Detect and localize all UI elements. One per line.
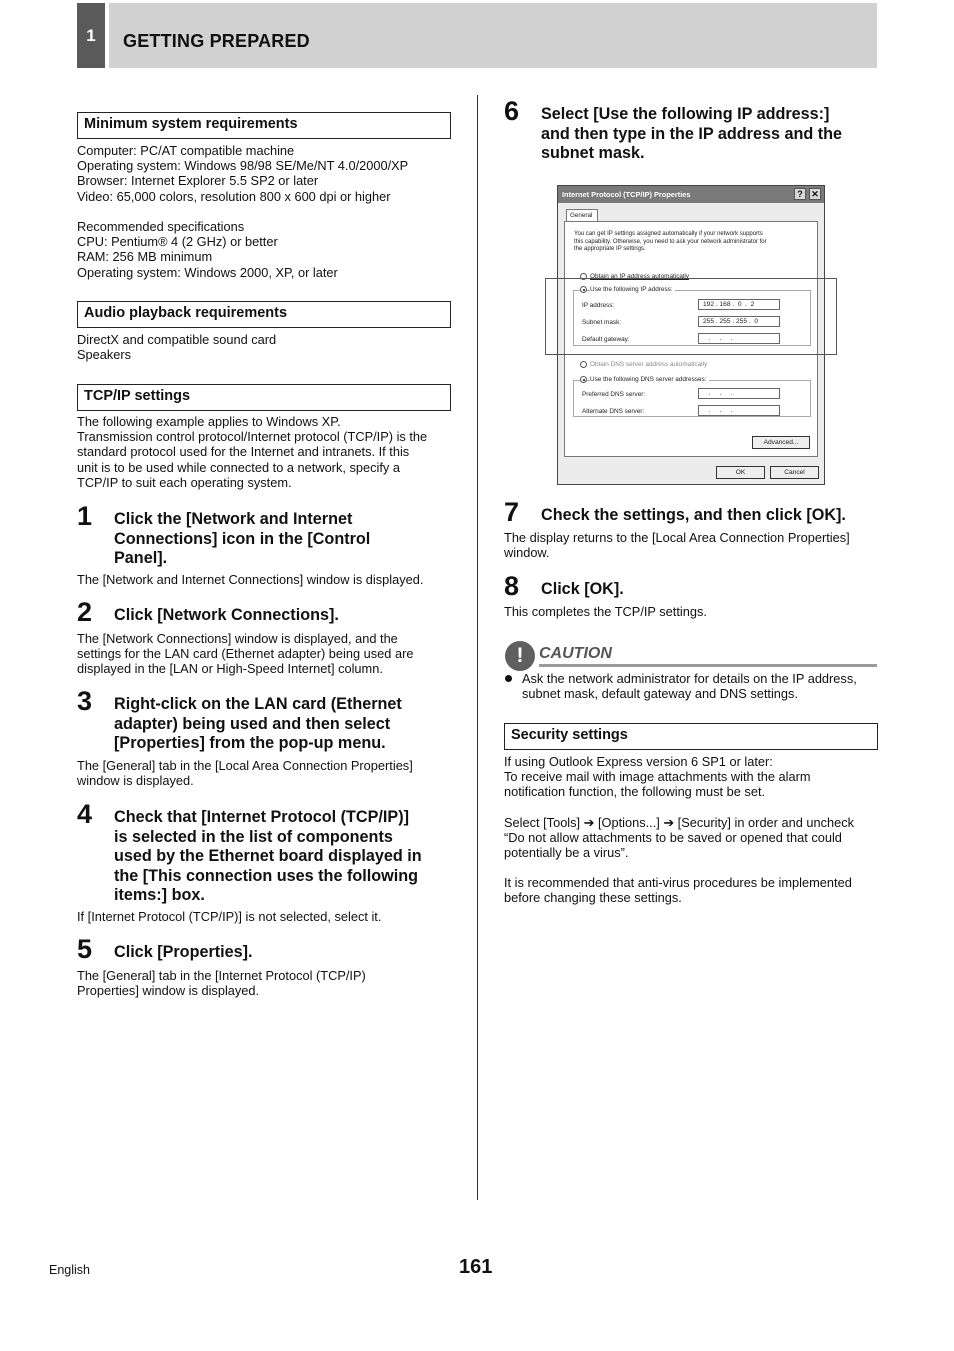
step-3-text: The [General] tab in the [Local Area Connection Properties] window is displayed. [77,758,413,789]
audio-heading: Audio playback requirements [77,301,451,328]
ip-settings-highlight [545,278,837,355]
preferred-dns-field[interactable]: . . . [698,388,780,399]
step-8-title: Click [OK]. [541,580,624,598]
step-4-number: 4 [77,799,93,829]
preferred-dns-label: Preferred DNS server: [582,391,646,398]
alternate-dns-label: Alternate DNS server: [582,408,645,415]
default-gateway-label: Default gateway: [582,336,630,343]
use-following-ip-label: Use the following IP address: [590,286,673,293]
step-3-number: 3 [77,686,93,716]
column-divider [477,95,478,1200]
alternate-dns-field[interactable]: . . . [698,405,780,416]
step-1-title: Click the [Network and Internet Connections] icon in the [Control Panel]. [114,510,371,567]
step-3-title: Right-click on the LAN card (Ethernet adapter) being used and then select [Properties] from the pop-up menu. [114,695,402,752]
step-1-number: 1 [77,501,93,531]
subnet-mask-label: Subnet mask: [582,319,622,326]
security-p2: Select [Tools] ➔ [Options...] ➔ [Security] in order and uncheck “Do not allow attachments to be saved or opened that could potentially be a virus”. [504,815,855,861]
tab-general[interactable]: General [566,209,598,221]
step-4-title: Check that [Internet Protocol (TCP/IP)] is selected in the list of components used by the Ethernet board displayed in the [This connection uses the following items:] box. [114,808,422,904]
step-5-number: 5 [77,934,93,964]
caution-text: Ask the network administrator for details on the IP address, subnet mask, default gateway and DNS settings. [522,671,857,702]
dialog-title-bar [558,186,824,203]
tcpip-text: The following example applies to Windows XP. Transmission control protocol/Internet protocol (TCP/IP) is the standard protocol used for the Internet and intranets. If this unit is to be used while connected to a network, specify a TCP/IP to suit each operating system. [77,414,428,490]
step-6-title: Select [Use the following IP address:] and then type in the IP address and the subnet mask. [541,105,843,162]
advanced-button[interactable]: Advanced... [752,436,810,449]
recommended-specs-text: Recommended specifications CPU: Pentium® 4 (2 GHz) or better RAM: 256 MB minimum Operating system: Windows 2000, XP, or later [77,219,338,280]
step-2-title: Click [Network Connections]. [114,606,339,624]
subnet-mask-field[interactable]: 255 . 255 . 255 . 0 [698,316,780,327]
step-8-number: 8 [504,571,520,601]
caution-rule [539,664,877,667]
min-sys-text: Computer: PC/AT compatible machine Operating system: Windows 98/98 SE/Me/NT 4.0/2000/XP Browser: Internet Explorer 5.5 SP2 or later Video: 65,000 colors, resolution 800 x 600 dpi or higher [77,143,409,204]
dialog-title: Internet Protocol (TCP/IP) Properties [562,190,691,199]
use-following-dns-radio[interactable] [580,376,587,383]
security-p1: If using Outlook Express version 6 SP1 or later: To receive mail with image attachments with the alarm notification function, the following must be set. [504,754,811,800]
close-icon[interactable]: ✕ [809,188,821,200]
step-7-title: Check the settings, and then click [OK]. [541,506,846,524]
default-gateway-field[interactable]: . . . [698,333,780,344]
security-p3: It is recommended that anti-virus procedures be implemented before changing these settings. [504,875,852,906]
obtain-ip-auto-label: Obtain an IP address automatically [590,273,689,280]
chapter-title: GETTING PREPARED [123,31,310,51]
caution-icon: ! [505,641,535,671]
step-5-title: Click [Properties]. [114,943,253,961]
footer-language: English [49,1263,90,1277]
step-1-text: The [Network and Internet Connections] window is displayed. [77,572,424,587]
ip-address-field[interactable]: 192 . 168 . 0 . 2 [698,299,780,310]
security-heading: Security settings [504,723,878,750]
chapter-number: 1 [77,3,105,68]
help-icon[interactable]: ? [794,188,806,200]
step-6-number: 6 [504,96,520,126]
step-5-text: The [General] tab in the [Internet Protocol (TCP/IP) Properties] window is displayed. [77,968,366,999]
step-4-text: If [Internet Protocol (TCP/IP)] is not selected, select it. [77,909,382,924]
step-7-text: The display returns to the [Local Area Connection Properties] window. [504,530,850,561]
obtain-dns-auto-radio[interactable] [580,361,587,368]
use-following-dns-label: Use the following DNS server addresses: [590,376,707,383]
min-sys-heading: Minimum system requirements [77,112,451,139]
caution-bullet [505,675,512,682]
tcpip-heading: TCP/IP settings [77,384,451,411]
step-7-number: 7 [504,497,520,527]
ip-address-label: IP address: [582,302,615,309]
cancel-button[interactable]: Cancel [770,466,819,479]
step-8-text: This completes the TCP/IP settings. [504,604,707,619]
audio-text: DirectX and compatible sound card Speakers [77,332,277,363]
ok-button[interactable]: OK [716,466,765,479]
step-2-number: 2 [77,597,93,627]
dialog-intro-text: You can get IP settings assigned automatically if your network supports this capability. Otherwise, you need to ask your network administrator for the appropriate IP settings. [574,231,767,253]
page-number: 161 [459,1256,493,1278]
step-2-text: The [Network Connections] window is displayed, and the settings for the LAN card (Ethernet adapter) being used are displayed in the [LAN or High-Speed Internet] column. [77,631,414,677]
caution-label: CAUTION [539,645,612,662]
obtain-dns-auto-label: Obtain DNS server address automatically [590,361,708,368]
